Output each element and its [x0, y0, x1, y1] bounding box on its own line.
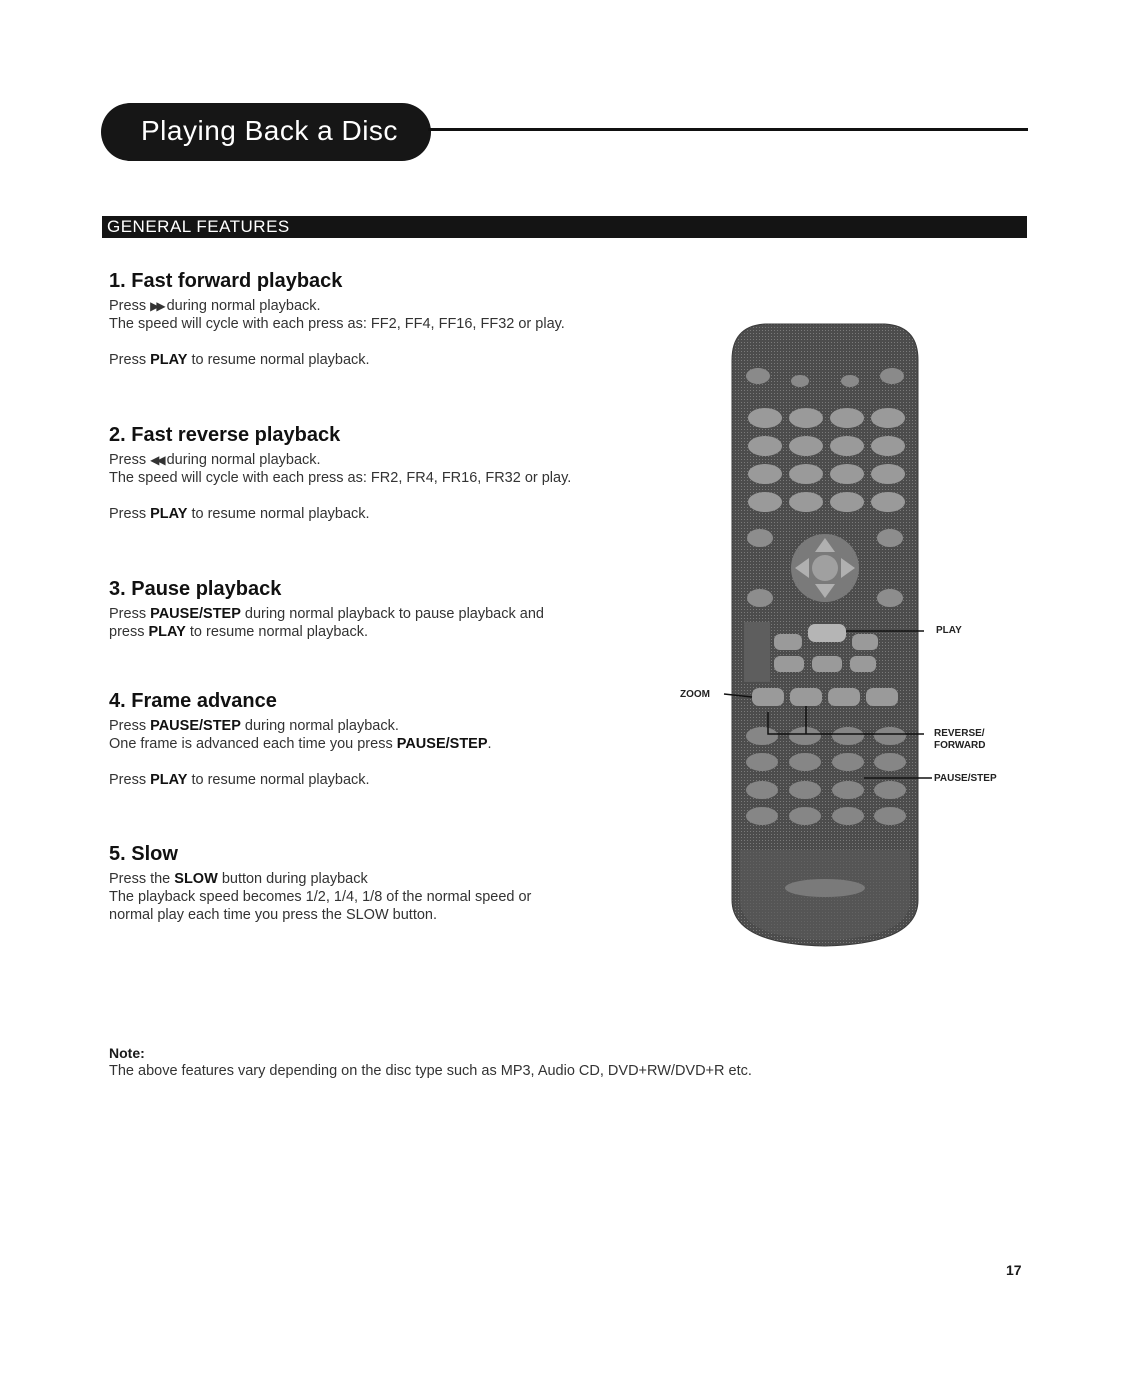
feature-text: to resume normal playback.	[191, 506, 370, 522]
remote-button	[830, 492, 864, 512]
remote-button	[832, 807, 864, 825]
remote-button	[877, 589, 903, 607]
remote-button	[748, 408, 782, 428]
remote-button	[747, 529, 773, 547]
remote-button	[789, 492, 823, 512]
pause-step-button	[832, 753, 864, 771]
forward-label: FORWARD	[934, 740, 986, 751]
press-text: Press	[109, 506, 147, 522]
pause-step-label: PAUSE/STEP	[934, 773, 997, 784]
remote-button	[774, 634, 802, 650]
pause-step-key: PAUSE/STEP	[150, 718, 241, 734]
remote-button	[748, 464, 782, 484]
pause-step-key: PAUSE/STEP	[150, 606, 241, 622]
remote-button	[866, 688, 898, 706]
remote-button	[852, 634, 878, 650]
feature-line: The speed will cycle with each press as: FF2, FF4, FF16, FF32 or play.	[109, 316, 565, 332]
remote-button	[871, 408, 905, 428]
press-text: Press	[109, 718, 147, 734]
remote-button	[812, 656, 842, 672]
remote-button	[871, 436, 905, 456]
press-text: Press the	[109, 871, 171, 887]
note-text: The above features vary depending on the disc type such as MP3, Audio CD, DVD+RW/DVD+R etc.	[109, 1063, 752, 1079]
forward-button	[828, 688, 860, 706]
feature-text: .	[487, 736, 492, 752]
play-key: PLAY	[148, 624, 186, 640]
feature-text: during normal playback.	[244, 718, 399, 734]
reverse-label: REVERSE/	[934, 728, 985, 739]
reverse-button	[790, 688, 822, 706]
remote-button	[874, 781, 906, 799]
press-text: press	[109, 624, 145, 640]
remote-button	[789, 753, 821, 771]
pause-step-key: PAUSE/STEP	[396, 736, 488, 752]
remote-button	[877, 529, 903, 547]
feature-heading: 2. Fast reverse playback	[109, 424, 341, 446]
play-button	[808, 624, 846, 642]
remote-button	[789, 436, 823, 456]
remote-button	[874, 727, 906, 745]
press-text: Press	[109, 298, 147, 314]
remote-button	[841, 375, 859, 387]
remote-button	[774, 656, 804, 672]
remote-button	[746, 727, 778, 745]
zoom-button	[752, 688, 784, 706]
remote-button	[832, 727, 864, 745]
remote-button	[746, 781, 778, 799]
press-text: Press	[109, 606, 147, 622]
feature-heading: 1. Fast forward playback	[109, 270, 343, 292]
remote-button	[746, 368, 770, 384]
feature-line: The playback speed becomes 1/2, 1/4, 1/8 of the normal speed or	[109, 889, 532, 905]
remote-button	[789, 727, 821, 745]
feature-text: One frame is advanced each time you press	[109, 736, 393, 752]
remote-button	[789, 464, 823, 484]
section-heading: GENERAL FEATURES	[102, 216, 1027, 238]
feature-line: normal play each time you press the SLOW button.	[109, 907, 438, 923]
feature-text: during normal playback.	[166, 452, 321, 468]
play-key: PLAY	[150, 506, 188, 522]
remote-button	[880, 368, 904, 384]
remote-button	[830, 408, 864, 428]
remote-button	[874, 807, 906, 825]
feature-heading: 5. Slow	[109, 843, 178, 865]
feature-heading: 4. Frame advance	[109, 690, 277, 712]
feature-text: button during playback	[221, 871, 368, 887]
remote-button	[789, 807, 821, 825]
feature-text: to resume normal playback.	[189, 624, 368, 640]
feature-line: The speed will cycle with each press as: FR2, FR4, FR16, FR32 or play.	[109, 470, 572, 486]
remote-button	[747, 589, 773, 607]
play-label: PLAY	[936, 625, 962, 636]
feature-text: during normal playback.	[166, 298, 321, 314]
remote-button	[832, 781, 864, 799]
feature-text: to resume normal playback.	[191, 352, 370, 368]
remote-button	[871, 492, 905, 512]
feature-text: during normal playback to pause playback and	[244, 606, 544, 622]
remote-button	[850, 656, 876, 672]
press-text: Press	[109, 452, 147, 468]
fast-reverse-icon: ◀◀	[150, 453, 163, 467]
press-text: Press	[109, 352, 147, 368]
feature-heading: 3. Pause playback	[109, 578, 282, 600]
play-key: PLAY	[150, 352, 188, 368]
note-block	[109, 1045, 1009, 1079]
press-text: Press	[109, 772, 147, 788]
remote-button	[746, 807, 778, 825]
play-key: PLAY	[150, 772, 188, 788]
dpad-enter	[812, 555, 838, 581]
remote-button	[830, 436, 864, 456]
slow-key: SLOW	[174, 871, 218, 887]
fast-forward-icon: ▶▶	[150, 299, 163, 313]
remote-button	[748, 492, 782, 512]
remote-button	[744, 622, 770, 682]
remote-button	[789, 408, 823, 428]
page-number: 17	[1006, 1262, 1022, 1278]
remote-button	[746, 753, 778, 771]
page-title: Playing Back a Disc	[101, 103, 431, 161]
feature-text: to resume normal playback.	[191, 772, 370, 788]
remote-button	[748, 436, 782, 456]
remote-button	[874, 753, 906, 771]
brand-mark	[785, 879, 865, 897]
remote-button	[830, 464, 864, 484]
remote-button	[871, 464, 905, 484]
remote-button	[789, 781, 821, 799]
zoom-label: ZOOM	[680, 689, 710, 700]
remote-button	[791, 375, 809, 387]
note-label: Note:	[109, 1045, 145, 1061]
